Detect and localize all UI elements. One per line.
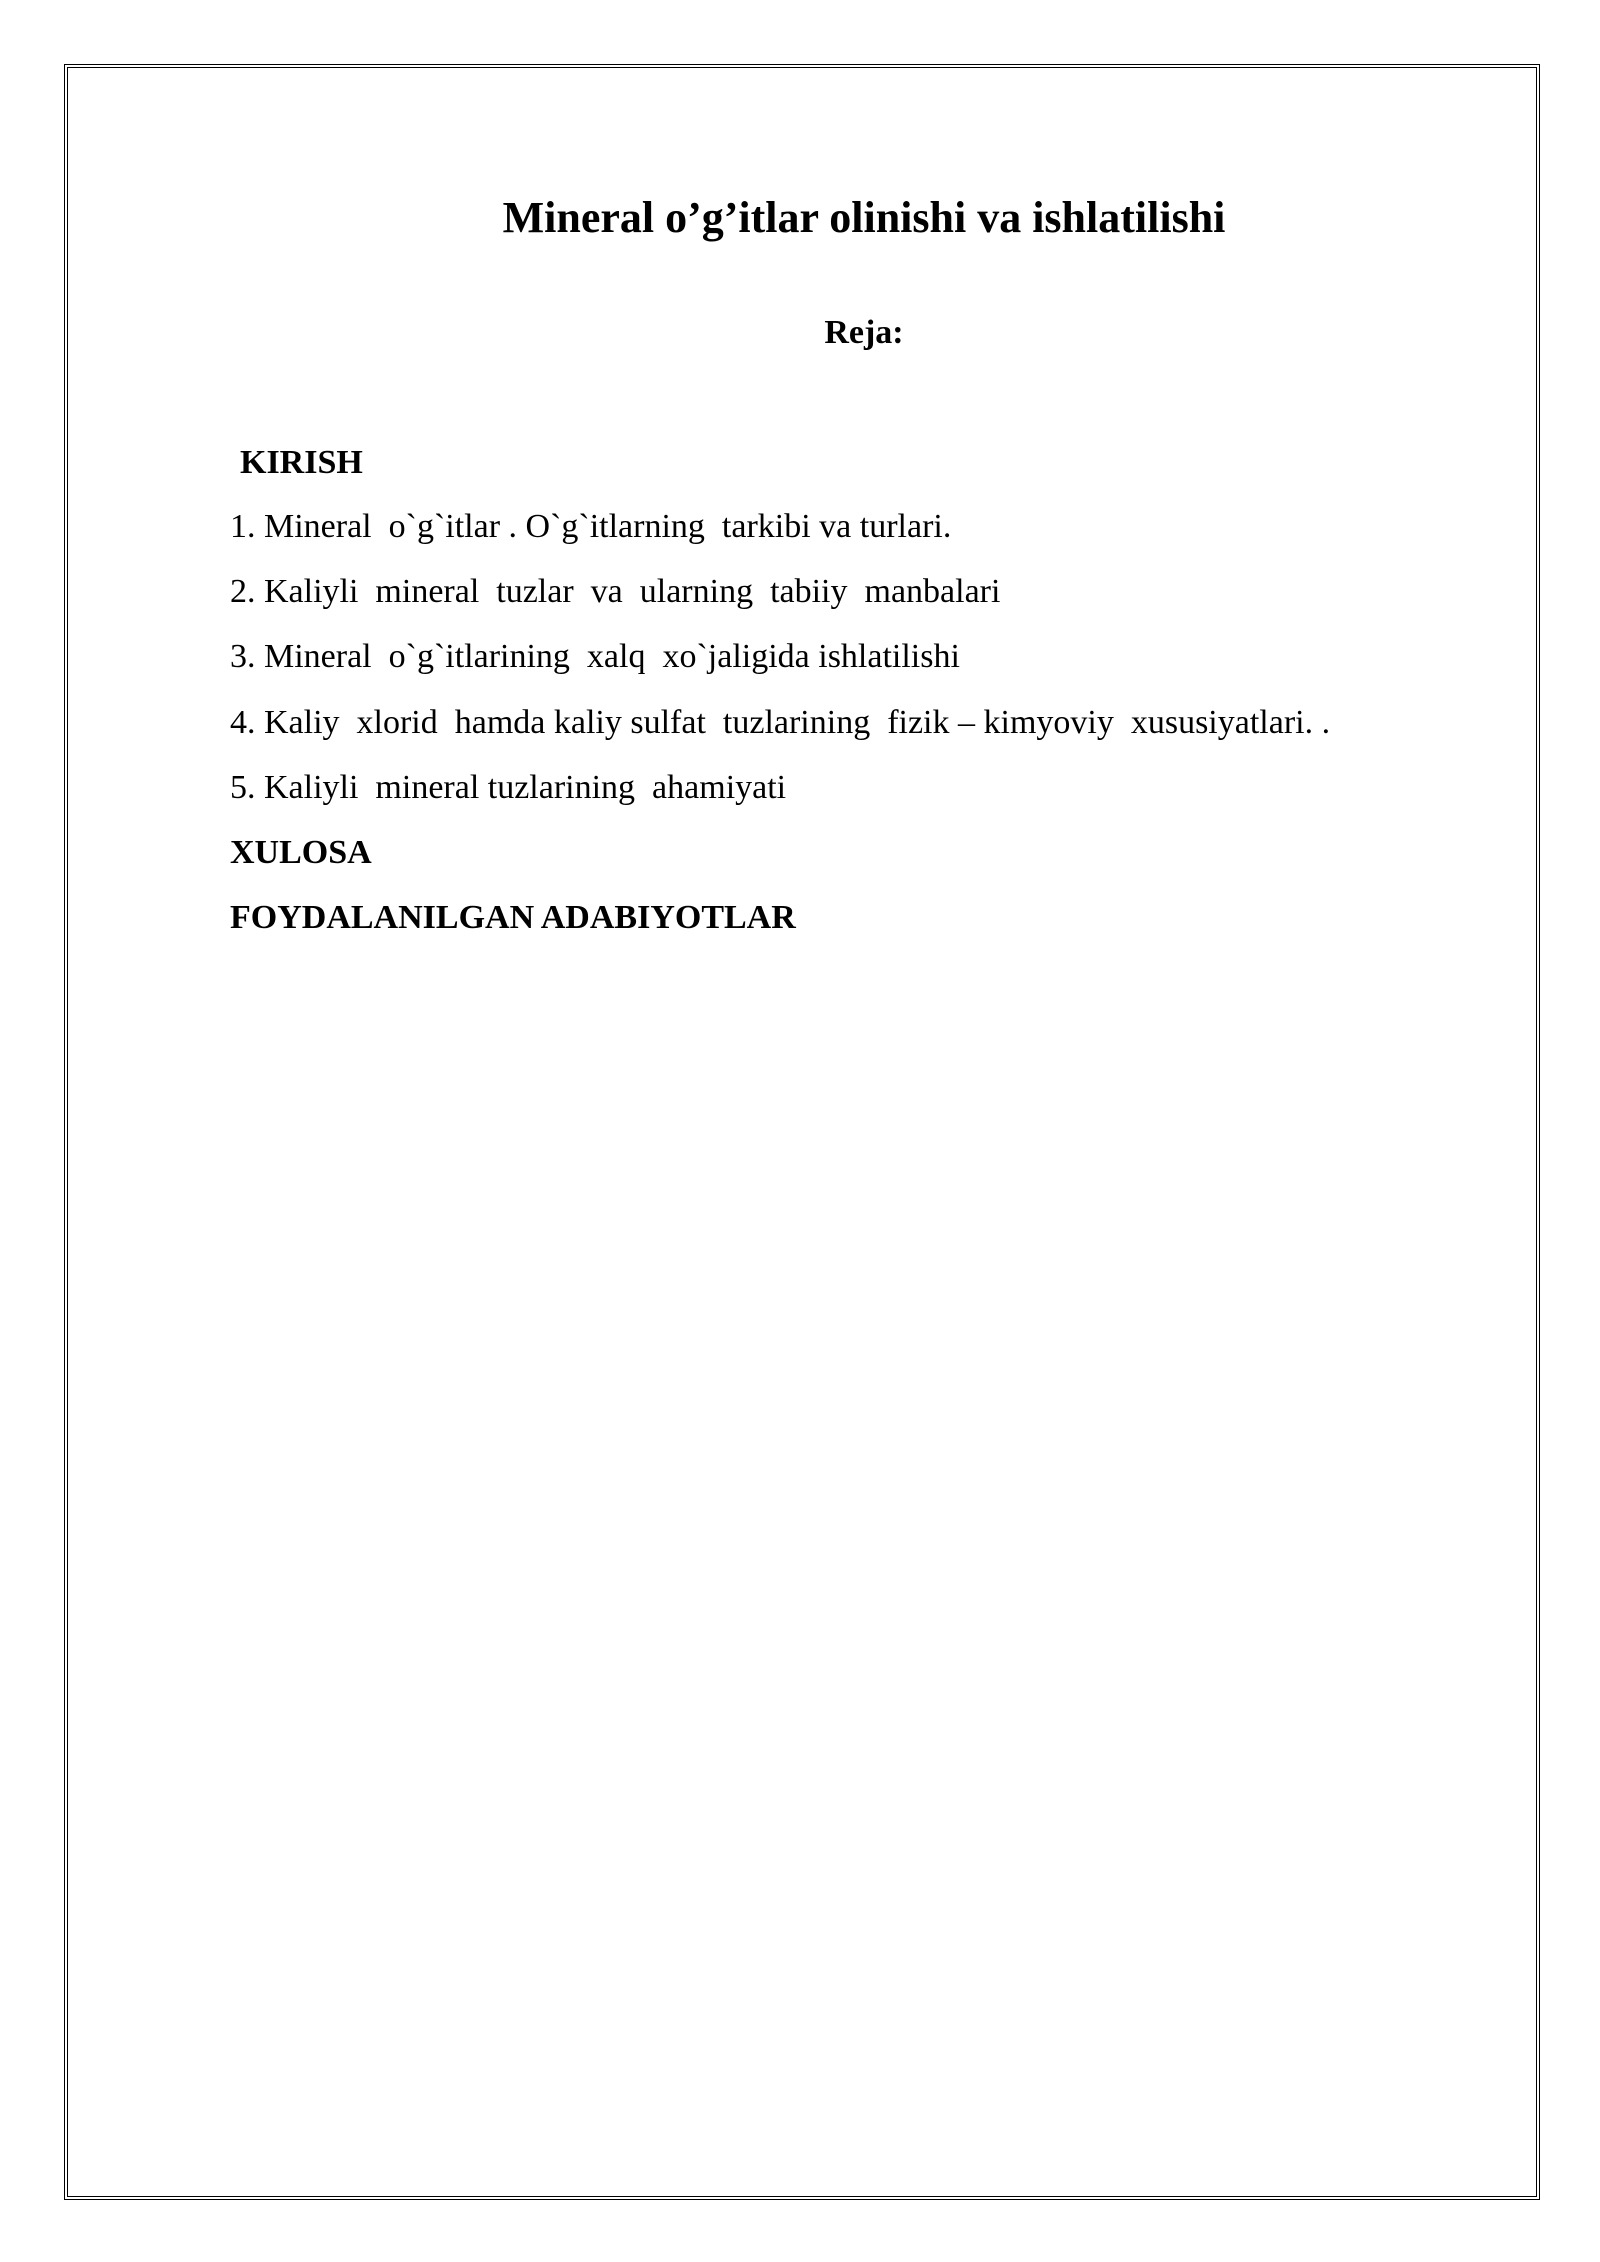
intro-heading: KIRISH <box>240 444 363 481</box>
page-border <box>64 64 1540 2200</box>
plan-heading: Reja: <box>824 314 904 351</box>
plan-item-4: 4. Kaliy xlorid hamda kaliy sulfat tuzlarining fizik – kimyoviy xususiyatlari. . <box>230 704 1331 741</box>
plan-item-1: 1. Mineral o`g`itlar . O`g`itlarning tarkibi va turlari. <box>230 508 952 545</box>
conclusion-heading: XULOSA <box>230 834 372 871</box>
plan-item-2: 2. Kaliyli mineral tuzlar va ularning tabiiy manbalari <box>230 573 1001 610</box>
document-title: Mineral o’g’itlar olinishi va ishlatilishi <box>502 193 1226 242</box>
references-heading: FOYDALANILGAN ADABIYOTLAR <box>230 899 796 936</box>
plan-item-3: 3. Mineral o`g`itlarining xalq xo`jaligida ishlatilishi <box>230 638 960 675</box>
plan-item-5: 5. Kaliyli mineral tuzlarining ahamiyati <box>230 769 787 806</box>
